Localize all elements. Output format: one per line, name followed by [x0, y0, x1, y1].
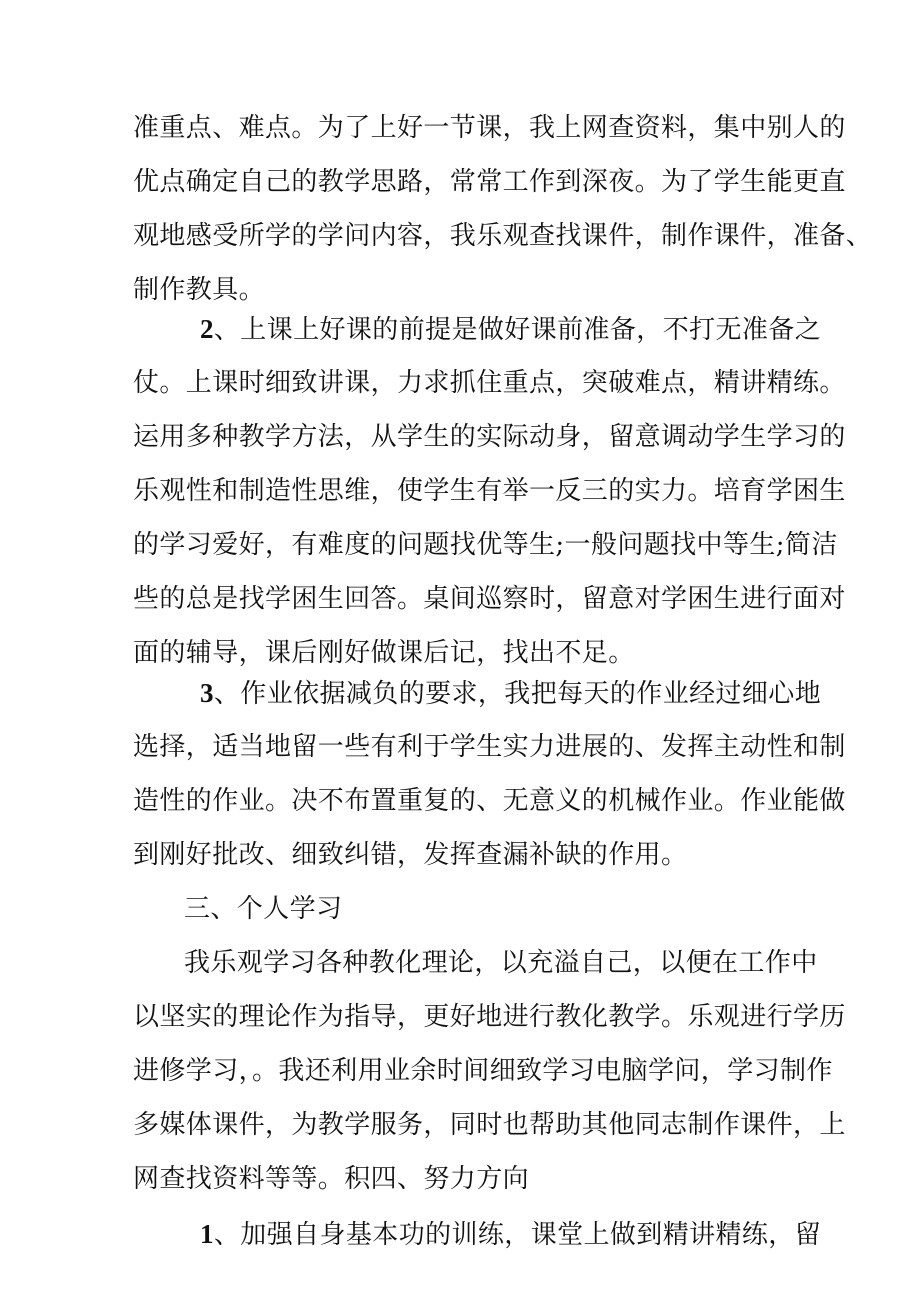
item-number: 3: [200, 678, 214, 708]
numbered-paragraph-first-line: [200, 1209, 822, 1259]
numbered-paragraph-first-line: [200, 304, 822, 354]
paragraph-line: 以坚实的理论作为指导，更好地进行教化教学。乐观进行学历: [133, 1002, 846, 1032]
paragraph-line: 面的辅导，课后刚好做课后记，找出不足。: [133, 638, 635, 668]
paragraph-line: 观地感受所学的学问内容，我乐观查找课件，制作课件，准备、: [133, 221, 873, 251]
item-number: 2: [200, 314, 214, 344]
paragraph-line: 制作教具。: [133, 275, 266, 305]
paragraph-text: 、上课上好课的前提是做好课前准备，不打无准备之: [213, 315, 822, 345]
item-number: 1: [200, 1219, 214, 1249]
paragraph-line: 的学习爱好，有难度的问题找优等生;一般问题找中等生;简洁: [133, 530, 838, 560]
paragraph-line: 进修学习，。我还利用业余时间细致学习电脑学问，学习制作: [133, 1056, 833, 1086]
paragraph-line: 造性的作业。决不布置重复的、无意义的机械作业。作业能做: [133, 786, 846, 816]
paragraph-line: 乐观性和制造性思维，使学生有举一反三的实力。培育学困生: [133, 476, 846, 506]
numbered-paragraph-first-line: [200, 668, 822, 718]
paragraph-line: 些的总是找学困生回答。桌间巡察时，留意对学困生进行面对: [133, 584, 846, 614]
section-heading: 三、个人学习: [184, 894, 343, 924]
paragraph-line: 选择，适当地留一些有利于学生实力进展的、发挥主动性和制: [133, 732, 846, 762]
paragraph-line: 优点确定自己的教学思路，常常工作到深夜。为了学生能更直: [133, 167, 846, 197]
paragraph-line: 多媒体课件，为教学服务，同时也帮助其他同志制作课件，上: [133, 1110, 846, 1140]
paragraph-line: 网查找资料等等。积四、努力方向: [133, 1164, 530, 1194]
paragraph-line: 我乐观学习各种教化理论，以充溢自己，以便在工作中: [184, 948, 818, 978]
paragraph-text: 、加强自身基本功的训练，课堂上做到精讲精练，留: [213, 1220, 822, 1250]
paragraph-line: 到刚好批改、细致纠错，发挥查漏补缺的作用。: [133, 840, 688, 870]
paragraph-line: 准重点、难点。为了上好一节课，我上网查资料，集中别人的: [133, 113, 846, 143]
paragraph-line: 仗。上课时细致讲课，力求抓住重点，突破难点，精讲精练。: [133, 368, 846, 398]
paragraph-line: 运用多种教学方法，从学生的实际动身，留意调动学生学习的: [133, 422, 846, 452]
paragraph-text: 、作业依据减负的要求，我把每天的作业经过细心地: [213, 679, 822, 709]
